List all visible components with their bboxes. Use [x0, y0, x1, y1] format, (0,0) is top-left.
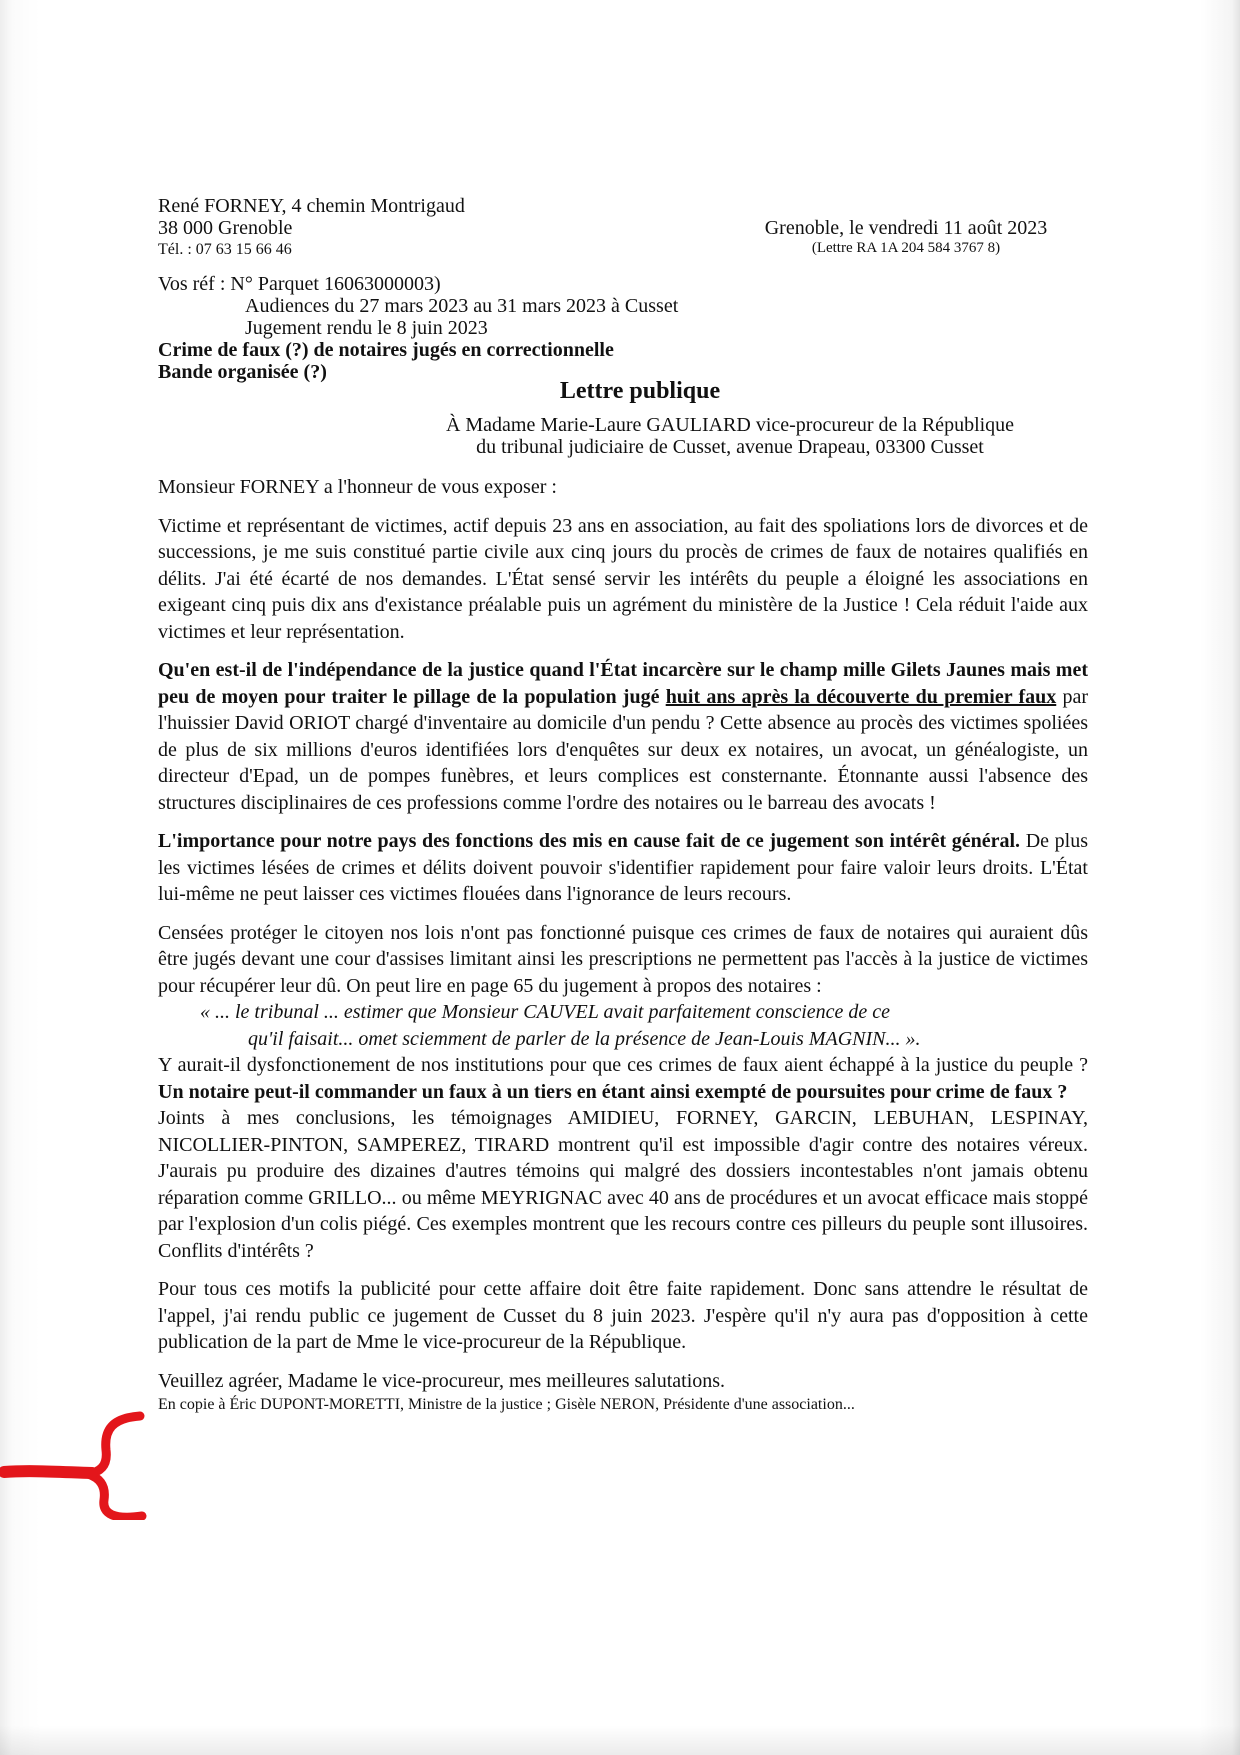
letter-date: Grenoble, le vendredi 11 août 2023: [764, 217, 1048, 239]
reference-judgment: Jugement rendu le 8 juin 2023: [245, 317, 488, 339]
quote-line-2: qu'il faisait... omet sciemment de parler de la présence de Jean-Louis MAGNIN... ».: [248, 1027, 921, 1050]
paragraph-2-rest: par l'huissier David ORIOT chargé d'inventaire au domicile d'un pendu ? Cette absence au procès des victimes spoliées de plus de six millions d'euros identifiées lors d'enquêtes sur deux ex notaires, un avocat, un généalogiste, un directeur d'Epad, un de pompes funèbres, et leurs complices est consternante. Étonnante aussi l'absence des structures disciplinaires de ces professions comme l'ordre des notaires ou le barreau des avocats !: [158, 685, 1089, 814]
reference-parquet: Vos réf : N° Parquet 16063000003): [158, 273, 441, 295]
sender-block: [158, 195, 465, 261]
recipient-line-1: À Madame Marie-Laure GAULIARD vice-procureur de la République: [445, 414, 1015, 436]
red-bracket-annotation: [0, 1410, 150, 1520]
sender-city: 38 000 Grenoble: [158, 217, 293, 239]
red-arrow-stroke: [4, 1471, 92, 1473]
reference-hearings: Audiences du 27 mars 2023 au 31 mars 2023 à Cusset: [245, 295, 679, 317]
reference-block: [158, 273, 678, 383]
paragraph-3: [158, 828, 1088, 908]
paragraph-3-bold: L'importance pour notre pays des fonctions des mis en cause fait de ce jugement son intérêt général.: [158, 830, 1021, 852]
paragraph-5-start: Y aurait-il dysfonctionement de nos institutions pour que ces crimes de faux aient échappé à la justice du peuple ?: [158, 1054, 1088, 1076]
red-bracket-stroke: [88, 1416, 142, 1517]
paragraph-4: Censées protéger le citoyen nos lois n'ont pas fonctionné puisque ces crimes de faux de notaires qui auraient dûs être jugés devant une cour d'assises limitant ainsi les prescriptions ne permettent pas l'accès à la justice de victimes pour récupérer leur dû. On peut lire en page 65 du jugement à propos des notaires :: [158, 921, 1088, 997]
recipient-block: [380, 414, 1080, 458]
paragraph-5-bold: Un notaire peut-il commander un faux à un tiers en étant ainsi exempté de poursuites pour crime de faux ?: [158, 1080, 1068, 1103]
copy-recipients: En copie à Éric DUPONT-MORETTI, Ministre de la justice ; Gisèle NERON, Présidente d'une association...: [158, 1396, 855, 1413]
recipient-line-2: du tribunal judiciaire de Cusset, avenue Drapeau, 03300 Cusset: [476, 436, 984, 458]
page-bottom-shadow: [0, 1725, 1240, 1755]
subject-line-1: Crime de faux (?) de notaires jugés en correctionnelle: [158, 339, 614, 361]
sender-phone: Tél. : 07 63 15 66 46: [158, 241, 292, 258]
letter-body: [158, 474, 1088, 1428]
subject-line-2: Bande organisée (?): [158, 361, 327, 383]
paragraph-2-bold: Qu'en est-il de l'indépendance de la justice quand l'État incarcère sur le champ mille Gilets Jaunes mais met peu de moyen pour traiter le pillage de la population jugé: [158, 659, 1088, 708]
paragraph-6: Joints à mes conclusions, les témoignages AMIDIEU, FORNEY, GARCIN, LEBUHAN, LESPINAY, NICOLLIER-PINTON, SAMPEREZ, TIRARD montrent qu'il est impossible d'agir contre des notaires véreux. J'aurais pu produire des dizaines d'autres témoins qui malgré des dossiers incontestables n'ont jamais obtenu réparation comme GRILLO... ou même MEYRIGNAC avec 40 ans de procédures et un avocat efficace mais stoppé par l'explosion d'un colis piégé. Ces exemples montrent que les recours contre ces pilleurs du peuple sont illusoires. Conflits d'intérêts ?: [158, 1107, 1088, 1262]
paragraph-2-underlined: huit ans après la découverte du premier faux: [665, 685, 1057, 708]
judgment-quote: [158, 999, 1088, 1052]
sender-name-address: René FORNEY, 4 chemin Montrigaud: [158, 195, 465, 217]
salutation: Monsieur FORNEY a l'honneur de vous exposer :: [158, 476, 557, 498]
paragraph-7: Pour tous ces motifs la publicité pour cette affaire doit être faite rapidement. Donc sans attendre le résultat de l'appel, j'ai rendu public ce jugement de Cusset du 8 juin 2023. J'espère qu'il n'y aura pas d'opposition à cette publication de la part de Mme le vice-procureur de la République.: [158, 1278, 1088, 1353]
paragraph-2: [158, 657, 1088, 816]
letter-title: Lettre publique: [559, 378, 721, 404]
registered-letter-number: (Lettre RA 1A 204 584 3767 8): [811, 240, 1001, 256]
date-block: [736, 217, 1076, 257]
quote-line-1: « ... le tribunal ... estimer que Monsieur CAUVEL avait parfaitement conscience de ce: [200, 1001, 891, 1023]
paragraph-3-rest: De plus les victimes lésées de crimes et délits doivent pouvoir s'identifier rapidement pour faire valoir leurs droits. L'État lui-même ne peut laisser ces victimes flouées dans l'ignorance de leurs recours.: [158, 830, 1088, 905]
paragraph-1: Victime et représentant de victimes, actif depuis 23 ans en association, au fait des spoliations lors de divorces et de successions, je me suis constitué partie civile aux cinq jours du procès de crimes de faux de notaires qualifiés en délits. J'ai été écarté de nos demandes. L'État sensé servir les intérêts du peuple a éloigné les associations en exigeant cinq puis dix ans d'existance préalable puis un agrément du ministère de la Justice ! Cela réduit l'aide aux victimes et leur représentation.: [158, 514, 1088, 643]
closing-formula: Veuillez agréer, Madame le vice-procureur, mes meilleures salutations.: [158, 1369, 726, 1392]
paragraph-5: [158, 1052, 1088, 1105]
